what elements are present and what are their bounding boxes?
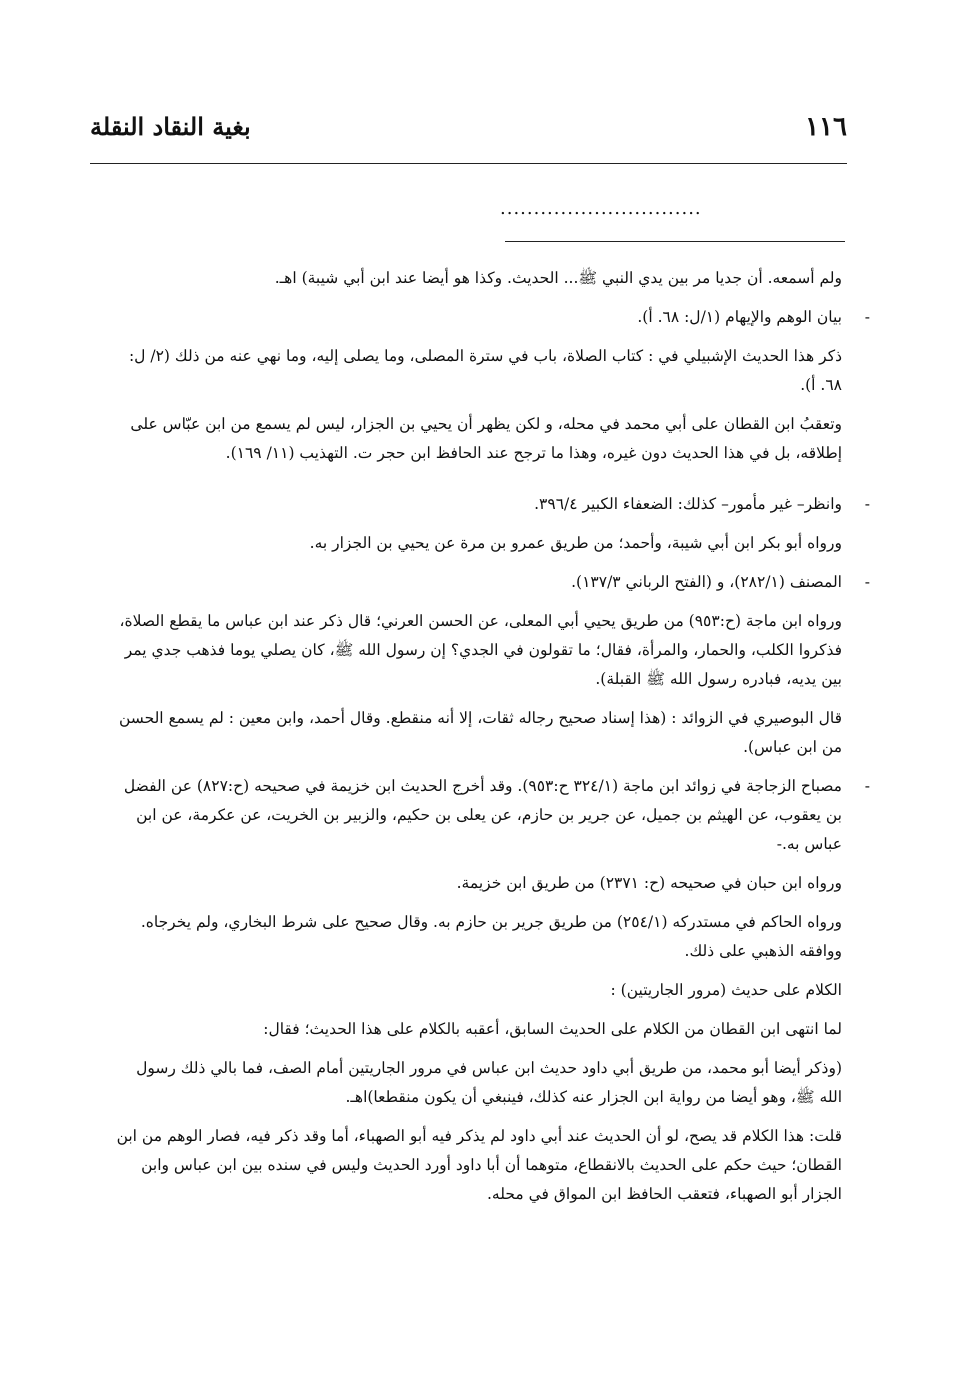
bullet-dash: - bbox=[864, 308, 870, 326]
paragraph: ورواه ابن ماجة (ح:٩٥٣) من طريق يحيي أبي المعلى، عن الحسن العرني؛ قال ذكر عند ابن عباس ما يقطع الصلاة، فذكروا الكلب، والحمار، والمرأة، فقال؛ ما تقولون في الجدي؟ إن رسول الله ﷺ، كان يصلي يوما فذهب جدي يمر بين يديه، فبادره رسول الله ﷺ القبلة). bbox=[119, 612, 842, 688]
paragraph: ورواه ابن حبان في صحيحه (ح: ٢٣٧١) من طريق ابن خزيمة. bbox=[456, 874, 842, 892]
bullet-dash: - bbox=[864, 495, 870, 513]
paragraph: ورواه أبو بكر ابن أبي شيبة، وأحمد؛ من طريق عمرو بن مرة عن يحيي بن الجزار به. bbox=[309, 534, 842, 552]
spacer bbox=[112, 478, 842, 490]
paragraph: لما انتهى ابن القطان من الكلام على الحديث السابق، أعقبه بالكلام على هذا الحديث؛ فقال: bbox=[263, 1020, 842, 1038]
book-title: بغية النقاد النقلة bbox=[90, 112, 251, 141]
header-divider bbox=[90, 163, 847, 164]
paragraph: قال البوصيري في الزوائد : (هذا إسناد صحيح رجاله ثقات، إلا أنه منقطع. وقال أحمد، وابن معين : لم يسمع الحسن من ابن عباس). bbox=[118, 709, 842, 756]
paragraph: الكلام على حديث (مرور الجاريتين) : bbox=[610, 981, 842, 999]
footnote-body bbox=[112, 264, 870, 1219]
bullet-text: وانظر– غير مأمور– كذلك: الضعفاء الكبير ٣٩٦/٤. bbox=[534, 495, 842, 513]
page-header bbox=[90, 112, 847, 152]
paragraph: وتعقبُ ابن القطان على أبي محمد في محله، و لكن يظهر أن يحيي بن الجزار، ليس لم يسمع من ابن عبّاس على إطلاقه، بل في هذا الحديث دون غيره، وهذا ما ترجح عند الحافظ ابن حجر ت. التهذيب (١١/ ١٦٩). bbox=[130, 415, 842, 462]
bullet-text: مصباح الزجاجة في زوائد ابن ماجة (٣٢٤/١ ح:٩٥٣). وقد أخرج الحديث ابن خزيمة في صحيحه (ح:٨٢٧) عن الفضل بن يعقوب، عن الهيثم بن جميل، عن جرير بن حازم، عن يعلى بن حكيم، والزبير بن الخريت، عن عكرمة، عن ابن عباس به.- bbox=[123, 777, 842, 853]
footnote-bullet bbox=[112, 772, 870, 859]
bullet-dash: - bbox=[864, 573, 870, 591]
bullet-text: بيان الوهم والإيهام (١/ل: ٦٨. أ). bbox=[637, 308, 842, 326]
footnote-bullet bbox=[112, 490, 870, 519]
footnote-divider bbox=[505, 241, 845, 242]
bullet-dash: - bbox=[864, 777, 870, 795]
paragraph: ورواه الحاكم في مستدركه (٢٥٤/١) من طريق جرير بن حازم به. وقال صحيح على شرط البخاري، ولم يخرجاه. ووافقه الذهبي على ذلك. bbox=[140, 913, 842, 960]
paragraph: قلت: هذا الكلام قد يصح، لو أن الحديث عند أبي داود لم يذكر فيه أبو الصهباء، أما وقد ذكر فيه، فصار الوهم من ابن القطان؛ حيث حكم على الحديث بالانقطاع، متوهما أن أبا داود أورد الحديث وليس في سنده بين ابن عباس وابن الجزار أبو الصهباء، فتعقب الحافظ ابن المواق في محله. bbox=[116, 1127, 842, 1203]
bullet-text: المصنف (٢٨٢/١)، و (الفتح الرباني ١٣٧/٣). bbox=[571, 573, 842, 591]
page-number: ١١٦ bbox=[805, 112, 847, 142]
paragraph: ذكر هذا الحديث الإشبيلي في : كتاب الصلاة، باب في سترة المصلى، وما يصلى إليه، وما نهي عنه من ذلك (٢/ ل: ٦٨. أ). bbox=[128, 347, 842, 394]
paragraph: ولم أسمعه. أن جديا مر بين يدي النبي ﷺ... الحديث. وكذا هو أيضا عند ابن أبي شيبة) اهـ. bbox=[274, 269, 842, 287]
omission-dots: .............................. bbox=[500, 198, 702, 219]
paragraph: (وذكر أيضا أبو محمد، من طريق أبي داود حديث ابن عباس في مرور الجاريتين أمام الصف، فما بالي ذلك رسول الله ﷺ، وهو أيضا من رواية ابن الجزار عنه كذلك، فينبغي أن يكون منقطعا)اهـ. bbox=[136, 1059, 842, 1106]
footnote-bullet bbox=[112, 303, 870, 332]
footnote-bullet bbox=[112, 568, 870, 597]
